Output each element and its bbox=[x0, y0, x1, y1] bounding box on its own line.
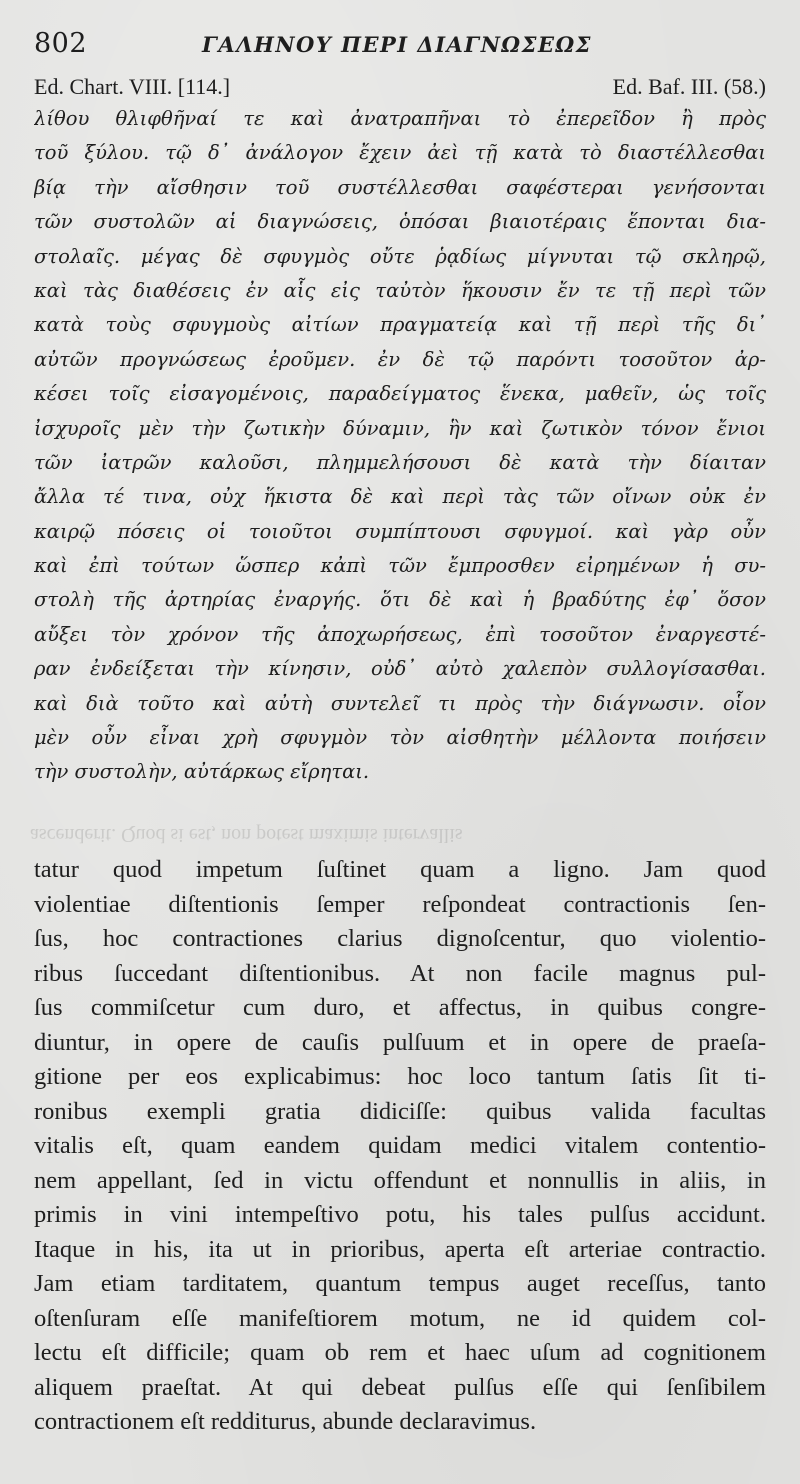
latin-text-line: primis in vini intempeſtivo potu, his tales pulſus accidunt. bbox=[34, 1201, 766, 1228]
edition-reference-chartier: Ed. Chart. VIII. [114.] bbox=[34, 74, 231, 99]
edition-reference-basel: Ed. Baf. III. (58.) bbox=[612, 74, 766, 99]
greek-text-line: τῶν συστολῶν αἱ διαγνώσεις, ὁπόσαι βιαιοτέραις ἕπονται δια- bbox=[34, 210, 766, 234]
greek-text-line: τοῦ ξύλου. τῷ δ᾽ ἀνάλογον ἔχειν ἀεὶ τῇ κατὰ τὸ διαστέλλεσθαι bbox=[34, 141, 766, 165]
greek-text-line: καὶ διὰ τοῦτο καὶ αὐτὴ συντελεῖ τι πρὸς τὴν διάγνωσιν. οἷον bbox=[34, 691, 766, 715]
latin-text-line: contractionem eſt redditurus, abunde declaravimus. bbox=[34, 1408, 537, 1435]
greek-text-line: κατὰ τοὺς σφυγμοὺς αἰτίων πραγματείᾳ καὶ τῇ περὶ τῆς δι᾽ bbox=[34, 313, 766, 337]
show-through-text: ascenderit. Quod si est, non potest maximis intervallis bbox=[30, 824, 463, 846]
latin-text-line: lectu eſt difficile; quam ob rem et haec uſum ad cognitionem bbox=[34, 1339, 766, 1366]
greek-text-line: ραν ἐνδείξεται τὴν κίνησιν, οὐδ᾽ αὐτὸ χαλεπὸν συλλογίσασθαι. bbox=[34, 657, 766, 681]
latin-text-line: ronibus exempli gratia didiciſſe: quibus valida facultas bbox=[34, 1097, 766, 1125]
page-header bbox=[34, 28, 774, 64]
greek-text-line: καὶ ἐπὶ τούτων ὥσπερ κἀπὶ τῶν ἔμπροσθεν εἰρημένων ἡ συ- bbox=[34, 554, 766, 578]
greek-text-line: τῶν ἰατρῶν καλοῦσι, πλημμελήσουσι δὲ κατὰ τὴν δίαιταν bbox=[34, 450, 766, 474]
latin-text-line: ribus ſuccedant diſtentionibus. At non facile magnus pul- bbox=[34, 959, 766, 987]
greek-text-line: τὴν συστολὴν, αὐτάρκως εἴρηται. bbox=[34, 760, 370, 784]
greek-text-line: αὐτῶν προγνώσεως ἐροῦμεν. ἐν δὲ τῷ παρόντι τοσοῦτον ἀρ- bbox=[34, 347, 766, 371]
greek-text-line: καιρῷ πόσεις οἱ τοιοῦτοι συμπίπτουσι σφυγμοί. καὶ γὰρ οὖν bbox=[34, 519, 766, 543]
greek-text-line: καὶ τὰς διαθέσεις ἐν αἷς εἰς ταὐτὸν ἥκουσιν ἔν τε τῇ περὶ τῶν bbox=[34, 278, 766, 302]
greek-text-line: βίᾳ τὴν αἴσθησιν τοῦ συστέλλεσθαι σαφέστεραι γενήσονται bbox=[34, 175, 766, 199]
greek-text-line: στολαῖς. μέγας δὲ σφυγμὸς οὔτε ῥᾳδίως μίγνυται τῷ σκληρῷ, bbox=[34, 244, 766, 268]
latin-text-line: vitalis eſt, quam eandem quidam medici vitalem contentio- bbox=[34, 1132, 766, 1159]
greek-text-line: αὔξει τὸν χρόνον τῆς ἀποχωρήσεως, ἐπὶ τοσοῦτον ἐναργεστέ- bbox=[34, 622, 766, 646]
edition-references bbox=[34, 74, 766, 104]
greek-text-line: μὲν οὖν εἶναι χρὴ σφυγμὸν τὸν αἰσθητὴν μέλλοντα ποιήσειν bbox=[34, 726, 766, 750]
latin-text-line: ſus commiſcetur cum duro, et affectus, in quibus congre- bbox=[34, 994, 766, 1021]
greek-text-line: ἄλλα τέ τινα, οὐχ ἥκιστα δὲ καὶ περὶ τὰς τῶν οἴνων οὐκ ἐν bbox=[34, 485, 766, 509]
latin-text-block bbox=[34, 853, 766, 1440]
latin-text-line: oſtenſuram eſſe manifeſtiorem motum, ne id quidem col- bbox=[34, 1304, 766, 1332]
greek-text-line: κέσει τοῖς εἰσαγομένοις, παραδείγματος ἕνεκα, μαθεῖν, ὡς τοῖς bbox=[34, 382, 766, 406]
greek-text-line: λίθου θλιφθῆναί τε καὶ ἀνατραπῆναι τὸ ἐπερεῖδον ἢ πρὸς bbox=[34, 107, 766, 130]
greek-text-line: ἰσχυροῖς μὲν τὴν ζωτικὴν δύναμιν, ἣν καὶ ζωτικὸν τόνον ἔνιοι bbox=[34, 416, 766, 440]
latin-text-line: diuntur, in opere de cauſis pulſuum et in opere de praeſa- bbox=[34, 1028, 766, 1056]
latin-text-line: Jam etiam tarditatem, quantum tempus auget receſſus, tanto bbox=[34, 1270, 766, 1297]
latin-text-line: Itaque in his, ita ut in prioribus, aperta eſt arteriae contractio. bbox=[34, 1235, 766, 1263]
running-title: ΓΑΛΗΝΟΥ ΠΕΡΙ ΔΙΑΓΝΩΣΕΩΣ bbox=[202, 32, 593, 57]
latin-text-line: nem appellant, ſed in victu offendunt et nonnullis in aliis, in bbox=[34, 1166, 766, 1194]
greek-text-block bbox=[34, 102, 766, 790]
latin-text-line: tatur quod impetum ſuſtinet quam a ligno. Jam quod bbox=[34, 856, 766, 883]
latin-text-line: ſus, hoc contractiones clarius dignoſcentur, quo violentio- bbox=[34, 925, 766, 952]
latin-text-line: gitione per eos explicabimus: hoc loco tantum ſatis ſit ti- bbox=[34, 1063, 766, 1090]
greek-text-line: στολὴ τῆς ἀρτηρίας ἐναργής. ὅτι δὲ καὶ ἡ βραδύτης ἐφ᾽ ὅσον bbox=[34, 588, 766, 612]
page-number: 802 bbox=[34, 28, 88, 59]
latin-text-line: aliquem praeſtat. At qui debeat pulſus eſſe qui ſenſibilem bbox=[34, 1373, 766, 1401]
latin-text-line: violentiae diſtentionis ſemper reſpondeat contractionis ſen- bbox=[34, 890, 766, 918]
